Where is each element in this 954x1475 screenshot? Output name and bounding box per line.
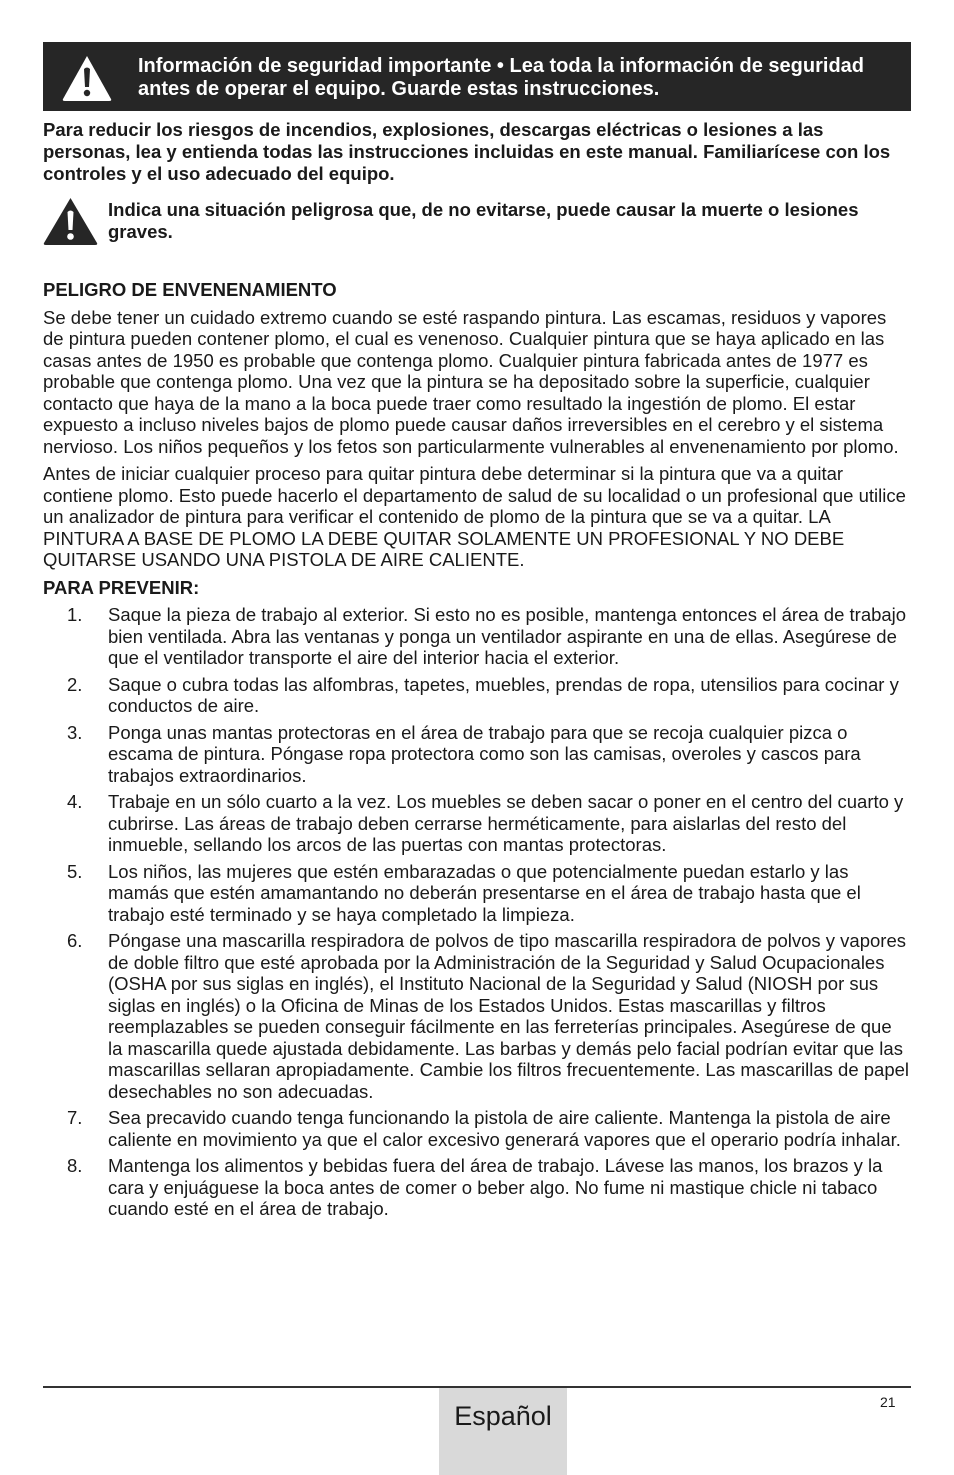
danger-note-text: Indica una situación peligrosa que, de no evitarse, puede causar la muerte o lesiones graves. — [108, 199, 859, 242]
intro-text: Para reducir los riesgos de incendios, explosiones, descargas eléctricas o lesiones a las personas, lea y entienda todas las instrucciones incluidas en este manual. Familiarícese con los controles y el uso adecuado del equipo. — [43, 119, 891, 184]
item-number: 2. — [67, 673, 83, 695]
poisoning-section — [43, 279, 911, 1225]
danger-note — [43, 197, 913, 247]
item-text: Ponga unas mantas protectoras en el área de trabajo para que se recoja cualquier pizca o escama de pintura. Póngase ropa protectora como son las camisas, overoles y cascos para trabajos extraordinarios. — [108, 721, 861, 786]
prevent-heading: PARA PREVENIR: — [43, 576, 200, 598]
page-number: 21 — [880, 1394, 896, 1410]
banner-title: Información de seguridad importante • Lea toda la información de seguridad antes de operar el equipo. Guarde estas instrucciones. — [138, 55, 865, 100]
list-item — [43, 930, 911, 1102]
item-text: Mantenga los alimentos y bebidas fuera del área de trabajo. Lávese las manos, los brazos y la cara y enjuáguese la boca antes de comer o beber algo. No fume ni mastique chicle ni tabaco cuando esté en el área de trabajo. — [108, 1155, 883, 1219]
list-item — [43, 791, 911, 856]
item-text: Póngase una mascarilla respiradora de polvos de tipo mascarilla respiradora de polvos y vapores de doble filtro que esté aprobada por la Administración de la Seguridad y Salud Ocupacionales (OSHA por sus siglas en inglés), el Instituto Nacional de la Seguridad y Salud (NIOSH por sus siglas en inglés) o la Oficina de Minas de los Estados Unidos. Estas mascarillas y filtros reemplazables se pueden conseguir fácilmente en las ferreterías principales. Asegúrese de que la mascarilla quede ajustada debidamente. Las barbas y demás pelo facial podrían evitar que las mascarillas sellaran apropiadamente. Cambie los filtros frecuentemente. Las mascarillas de papel desechables no son adecuadas. — [108, 930, 910, 1102]
list-item — [43, 861, 911, 926]
language-tab: Español — [439, 1388, 567, 1475]
safety-banner — [43, 42, 911, 111]
section-heading: PELIGRO DE ENVENENAMIENTO — [43, 279, 337, 300]
item-text: Los niños, las mujeres que estén embarazadas o que potencialmente puedan estarlo y las mamás que estén amamantando no deberán presentarse en el área de trabajo hasta que el trabajo esté terminado y se haya completado la limpieza. — [108, 860, 861, 925]
list-item — [43, 722, 911, 787]
item-number: 7. — [67, 1107, 83, 1128]
list-item — [43, 674, 911, 717]
item-number: 4. — [67, 791, 83, 812]
list-item — [43, 1155, 911, 1220]
list-item — [43, 1107, 911, 1150]
prevention-list — [43, 604, 911, 1220]
paragraph: Se debe tener un cuidado extremo cuando se esté raspando pintura. Las escamas, residuos y vapores de pintura pueden contener plomo, el cual es venenoso. Cualquier pintura que se haya aplicado en las casas antes de 1950 es probable que contenga plomo. Cualquier pintura fabricada antes de 1977 es probable que contenga plomo. Una vez que la pintura se ha depositado sobre la superficie, cualquier contacto que haya de la mano a la boca puede traer como resultado la ingestión de plomo. El estar expuesto a incluso niveles bajos de plomo puede causar daños irreversibles en el cerebro y el sistema nervioso. Los niños pequeños y los fetos son particularmente vulnerables al envenenamiento por plomo. — [43, 306, 899, 457]
item-number: 1. — [67, 604, 83, 625]
warning-icon — [61, 54, 113, 102]
item-text: Sea precavido cuando tenga funcionando la pistola de aire caliente. Mantenga la pistola de aire caliente en movimiento ya que el calor excesivo generará vapores que el operario podría inhalar. — [108, 1107, 901, 1150]
item-text: Saque o cubra todas las alfombras, tapetes, muebles, prendas de ropa, utensilios para cocinar y conductos de aire. — [108, 673, 899, 716]
paragraph: Antes de iniciar cualquier proceso para quitar pintura debe determinar si la pintura que va a quitar contiene plomo. Esto puede hacerlo el departamento de salud de su localidad o un profesional que utilice un analizador de pintura para verificar el contenido de plomo de la pintura que se va a quitar. LA PINTURA A BASE DE PLOMO LA DEBE QUITAR SOLAMENTE UN PROFESIONAL Y NO DEBE QUITARSE USANDO UNA PISTOLA DE AIRE CALIENTE. — [43, 463, 906, 570]
item-text: Trabaje en un sólo cuarto a la vez. Los muebles se deben sacar o poner en el centro del cuarto y cubrirse. Las áreas de trabajo deben cerrarse herméticamente, para aislarlas del resto del inmueble, sellando los arcos de las puertas con mantas protectoras. — [108, 791, 904, 855]
item-number: 8. — [67, 1155, 83, 1176]
warning-icon — [43, 197, 98, 245]
list-item — [43, 604, 911, 669]
item-number: 6. — [67, 930, 83, 951]
item-number: 3. — [67, 721, 83, 743]
item-number: 5. — [67, 860, 83, 882]
item-text: Saque la pieza de trabajo al exterior. Si esto no es posible, mantenga entonces el área de trabajo bien ventilada. Abra las ventanas y ponga un ventilador aspirante en una de ellas. Asegúrese de que el ventilador transporte el aire del interior hacia el exterior. — [108, 604, 907, 668]
